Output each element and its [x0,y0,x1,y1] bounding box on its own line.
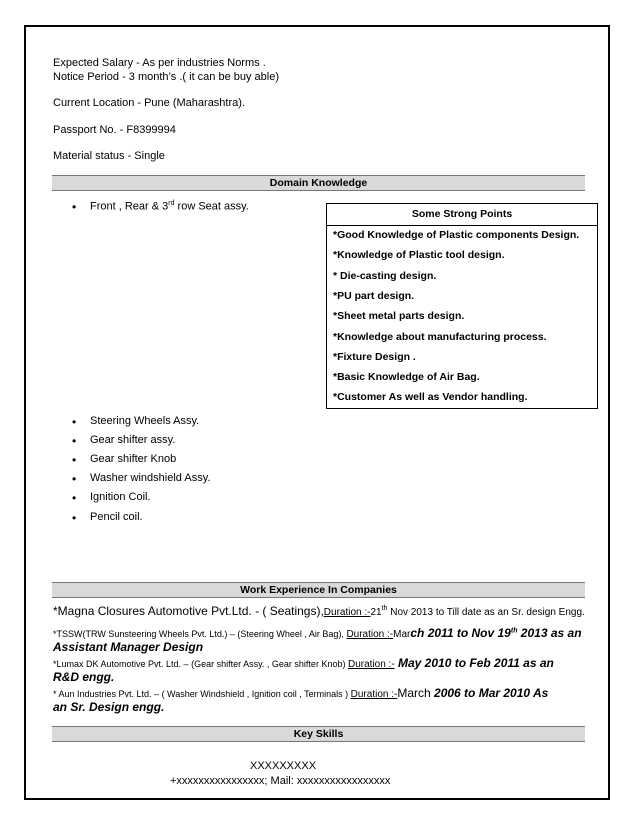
experience-entry-magna: *Magna Closures Automotive Pvt.Ltd. - ( Seatings),Duration :-21th Nov 2013 to Till date as an Sr. design Engg. [53,604,585,618]
expected-salary: Expected Salary - As per industries Norms . [53,57,266,69]
experience-entry-tssw-role: Assistant Manager Design [53,640,204,654]
strong-point-item: *Knowledge about manufacturing process. [333,331,547,343]
strong-point-item: *Basic Knowledge of Air Bag. [333,371,480,383]
experience-entry-aun: * Aun Industries Pvt. Ltd. – ( Washer Windshield , Ignition coil , Terminals ) Duration :-March 2006 to Mar 2010 As [53,686,549,700]
experience-entry-lumax-role: R&D engg. [53,670,115,684]
strong-point-item: *Sheet metal parts design. [333,310,465,322]
passport-number: Passport No. - F8399994 [53,124,176,136]
bullet-icon: • [72,415,77,429]
footer-contact: +xxxxxxxxxxxxxxxx; Mail: xxxxxxxxxxxxxxxxx [170,775,391,787]
bullet-icon: • [72,200,77,214]
bullet-icon: • [72,511,77,525]
experience-entry-tssw: *TSSW(TRW Sunsteering Wheels Pvt. Ltd.) – (Steering Wheel , Air Bag), Duration :-March 2011 to Nov 19th 2013 as an [53,626,582,640]
work-experience-heading: Work Experience In Companies [52,582,585,598]
bullet-icon: • [72,453,77,467]
bullet-icon: • [72,434,77,448]
domain-item-text: Front , Rear & 3rd row Seat assy. [90,200,249,213]
experience-entry-lumax: *Lumax DK Automotive Pvt. Ltd. – (Gear shifter Assy. , Gear shifter Knob) Duration :- May 2010 to Feb 2011 as an [53,656,554,670]
domain-knowledge-heading: Domain Knowledge [52,175,585,191]
current-location: Current Location - Pune (Maharashtra). [53,97,245,109]
strong-point-item: *PU part design. [333,290,415,302]
strong-point-item: *Customer As well as Vendor handling. [333,391,528,403]
strong-point-item: *Knowledge of Plastic tool design. [333,249,505,261]
footer-name: XXXXXXXXX [250,760,317,772]
material-status: Material status - Single [53,150,165,162]
strong-point-item: *Good Knowledge of Plastic components Design. [333,229,580,241]
strong-point-item: *Fixture Design . [333,351,416,363]
bullet-icon: • [72,491,77,505]
experience-entry-aun-role: an Sr. Design engg. [53,700,165,714]
bullet-icon: • [72,472,77,486]
strong-points-box [326,203,598,409]
strong-point-item: * Die-casting design. [333,270,437,282]
notice-period: Notice Period - 3 month’s .( it can be buy able) [53,71,280,83]
strong-points-heading: Some Strong Points [327,204,597,226]
key-skills-heading: Key Skills [52,726,585,742]
